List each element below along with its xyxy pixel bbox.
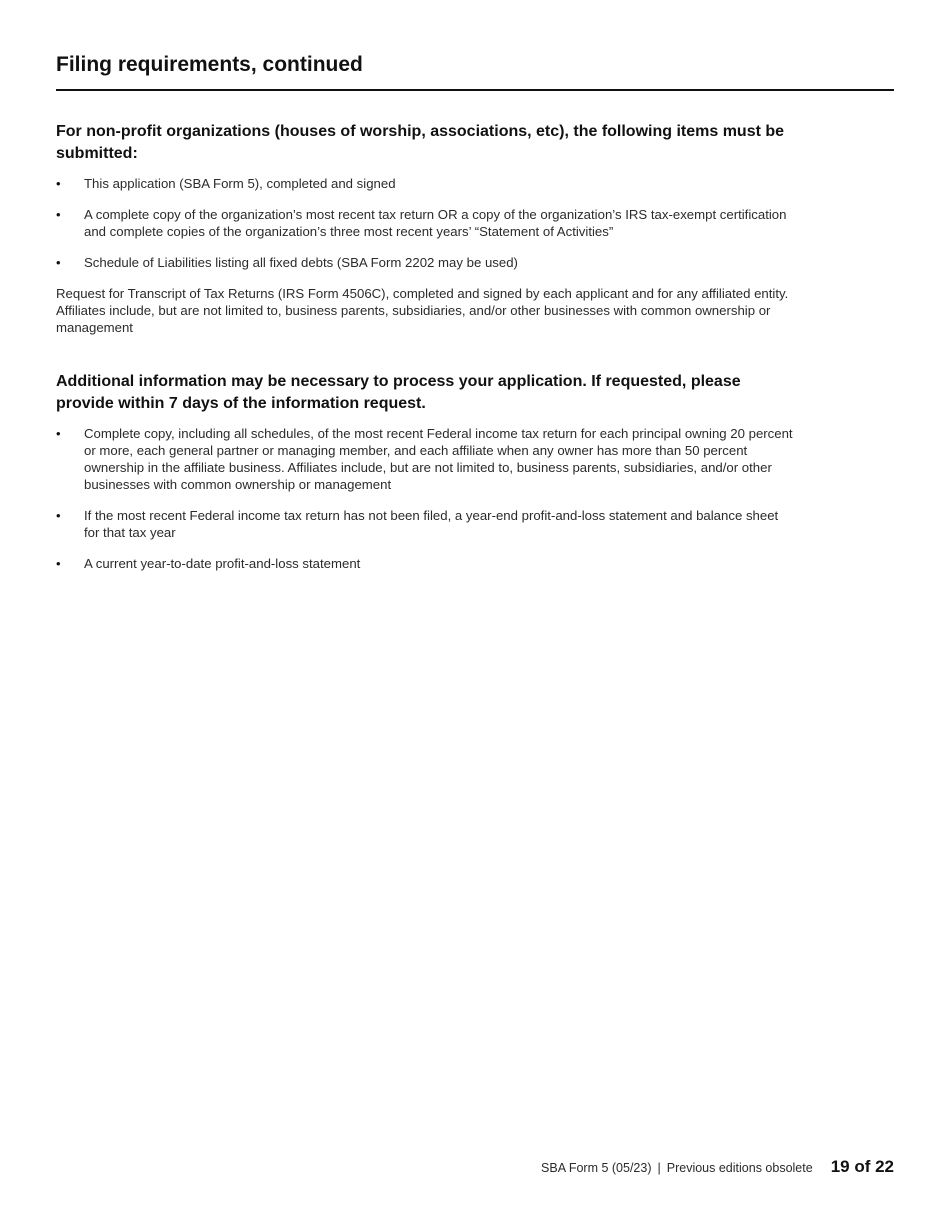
bullet-icon: • bbox=[56, 426, 61, 441]
additional-information-section bbox=[56, 371, 816, 586]
transcript-request-paragraph: Request for Transcript of Tax Returns (IRS Form 4506C), completed and signed by each applicant and for any affiliated entity. Affiliates include, but are not limited to, business parents, subsidiaries, and/or other businesses with common ownership or management bbox=[56, 286, 789, 335]
list-item bbox=[56, 206, 796, 240]
bullet-icon: • bbox=[56, 176, 61, 191]
list-item-text: Complete copy, including all schedules, of the most recent Federal income tax return for each principal owning 20 percent or more, each general partner or managing member, and each affiliate when any owner has more than 50 percent ownership in the affiliate business. Affiliates include, but are not limited to, business parents, subsidiaries, and/or other businesses with common ownership or management bbox=[84, 426, 793, 492]
section-heading: Additional information may be necessary to process your application. If requested, please provide within 7 days of the information request. bbox=[56, 373, 741, 412]
list-item bbox=[56, 254, 796, 271]
list-item bbox=[56, 175, 796, 192]
page-number: 19 of 22 bbox=[830, 1157, 894, 1176]
list-item bbox=[56, 425, 796, 493]
requirements-list bbox=[56, 175, 816, 271]
list-item-text: A complete copy of the organization’s most recent tax return OR a copy of the organization’s IRS tax-exempt certification and complete copies of the organization’s three most recent years’ “Statement of Activities” bbox=[84, 207, 787, 239]
list-item-text: This application (SBA Form 5), completed and signed bbox=[84, 176, 396, 191]
list-item-text: A current year-to-date profit-and-loss statement bbox=[84, 556, 361, 571]
page-footer bbox=[541, 1157, 894, 1177]
form-identifier: SBA Form 5 (05/23) bbox=[541, 1161, 652, 1175]
document-page bbox=[56, 0, 894, 1230]
list-item-text: If the most recent Federal income tax return has not been filed, a year-end profit-and-loss statement and balance sheet for that tax year bbox=[84, 508, 779, 540]
bullet-icon: • bbox=[56, 556, 61, 571]
section-heading: For non-profit organizations (houses of worship, associations, etc), the following items must be submitted: bbox=[56, 123, 785, 162]
footer-separator: | bbox=[657, 1161, 661, 1175]
title-divider bbox=[56, 89, 894, 91]
bullet-icon: • bbox=[56, 207, 61, 222]
editions-note: Previous editions obsolete bbox=[666, 1161, 813, 1175]
list-item bbox=[56, 507, 796, 541]
non-profit-requirements-section bbox=[56, 121, 816, 336]
list-item-text: Schedule of Liabilities listing all fixed debts (SBA Form 2202 may be used) bbox=[84, 255, 518, 270]
bullet-icon: • bbox=[56, 255, 61, 270]
list-item bbox=[56, 555, 796, 572]
page-title: Filing requirements, continued bbox=[56, 53, 363, 76]
bullet-icon: • bbox=[56, 508, 61, 523]
additional-info-list bbox=[56, 425, 816, 572]
